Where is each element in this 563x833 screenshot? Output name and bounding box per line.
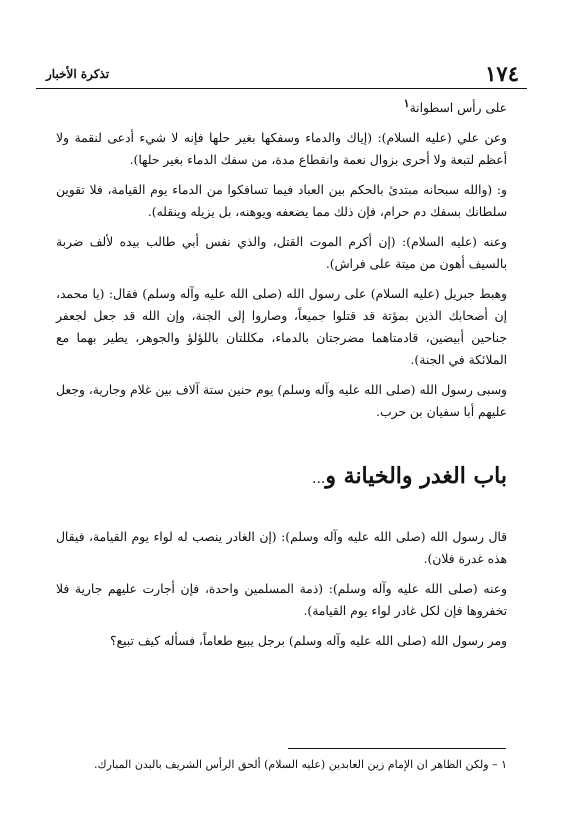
paragraph: ومر رسول الله (صلى الله عليه وآله وسلم) برجل يبيع طعاماً، فسأله كيف تبيع؟ — [110, 634, 507, 648]
page-number: ١٧٤ — [485, 61, 519, 86]
paragraph: وعنه (عليه السلام): (إن أكرم الموت القتل، والذي نفس أبي طالب بيده لألف ضربة بالسيف أهون من ميتة على فراش). — [56, 235, 507, 271]
footnote: ١ – ولكن الظاهر ان الإمام زين العابدين (عليه السلام) ألحق الرأس الشريف بالبدن المبارك. — [94, 758, 507, 771]
paragraph: و: (والله سبحانه مبتدئ بالحكم بين العباد فيما تسافكوا من الدماء يوم القيامة، فلا تقوين سلطانك بسفك دم حرام، فإن ذلك مما يضعفه ويوهنه، بل يزيله وينقله). — [56, 183, 507, 219]
section-heading: باب الغدر والخيانة و... — [312, 463, 507, 489]
page-body — [56, 97, 507, 660]
paragraph: على رأس اسطوانة١ — [403, 96, 507, 115]
paragraph: وعن علي (عليه السلام): (إياك والدماء وسفكها بغير حلها فإنه لا شيء أدعى لنقمة ولا أعظم لتبعة ولا أحرى بزوال نعمة وانقطاع مدة، من سفك الدماء بغير حلها). — [56, 131, 507, 167]
paragraph: وسبى رسول الله (صلى الله عليه وآله وسلم) يوم حنين ستة آلاف بين غلام وجارية، وجعل عليهم أبا سفيان بن حرب. — [56, 383, 507, 419]
footnote-divider — [288, 748, 506, 749]
paragraph: قال رسول الله (صلى الله عليه وآله وسلم): (إن الغادر ينصب له لواء يوم القيامة، فيقال هذه غدرة فلان). — [56, 530, 507, 566]
paragraph: وعنه (صلى الله عليه وآله وسلم): (ذمة المسلمين واحدة، فإن أجارت عليهم جارية فلا تخفروها فإن لكل غادر لواء يوم القيامة). — [56, 582, 507, 618]
paragraph: وهبط جبريل (عليه السلام) على رسول الله (صلى الله عليه وآله وسلم) فقال: (يا محمد، إن أصحابك الذين بمؤتة قد قتلوا جميعاً، وصاروا إلى الجنة، وإن الله قد جعل لجعفر جناحين أبيضين، قادمتاهما مضرجتان بالدماء، مكللتان باللؤلؤ والجوهر، يطير بهما مع الملائكة في الجنة). — [56, 287, 507, 367]
page-header — [36, 58, 527, 89]
footnote-marker: ١ — [403, 96, 410, 110]
running-title: تذكرة الأخبار — [46, 67, 110, 81]
